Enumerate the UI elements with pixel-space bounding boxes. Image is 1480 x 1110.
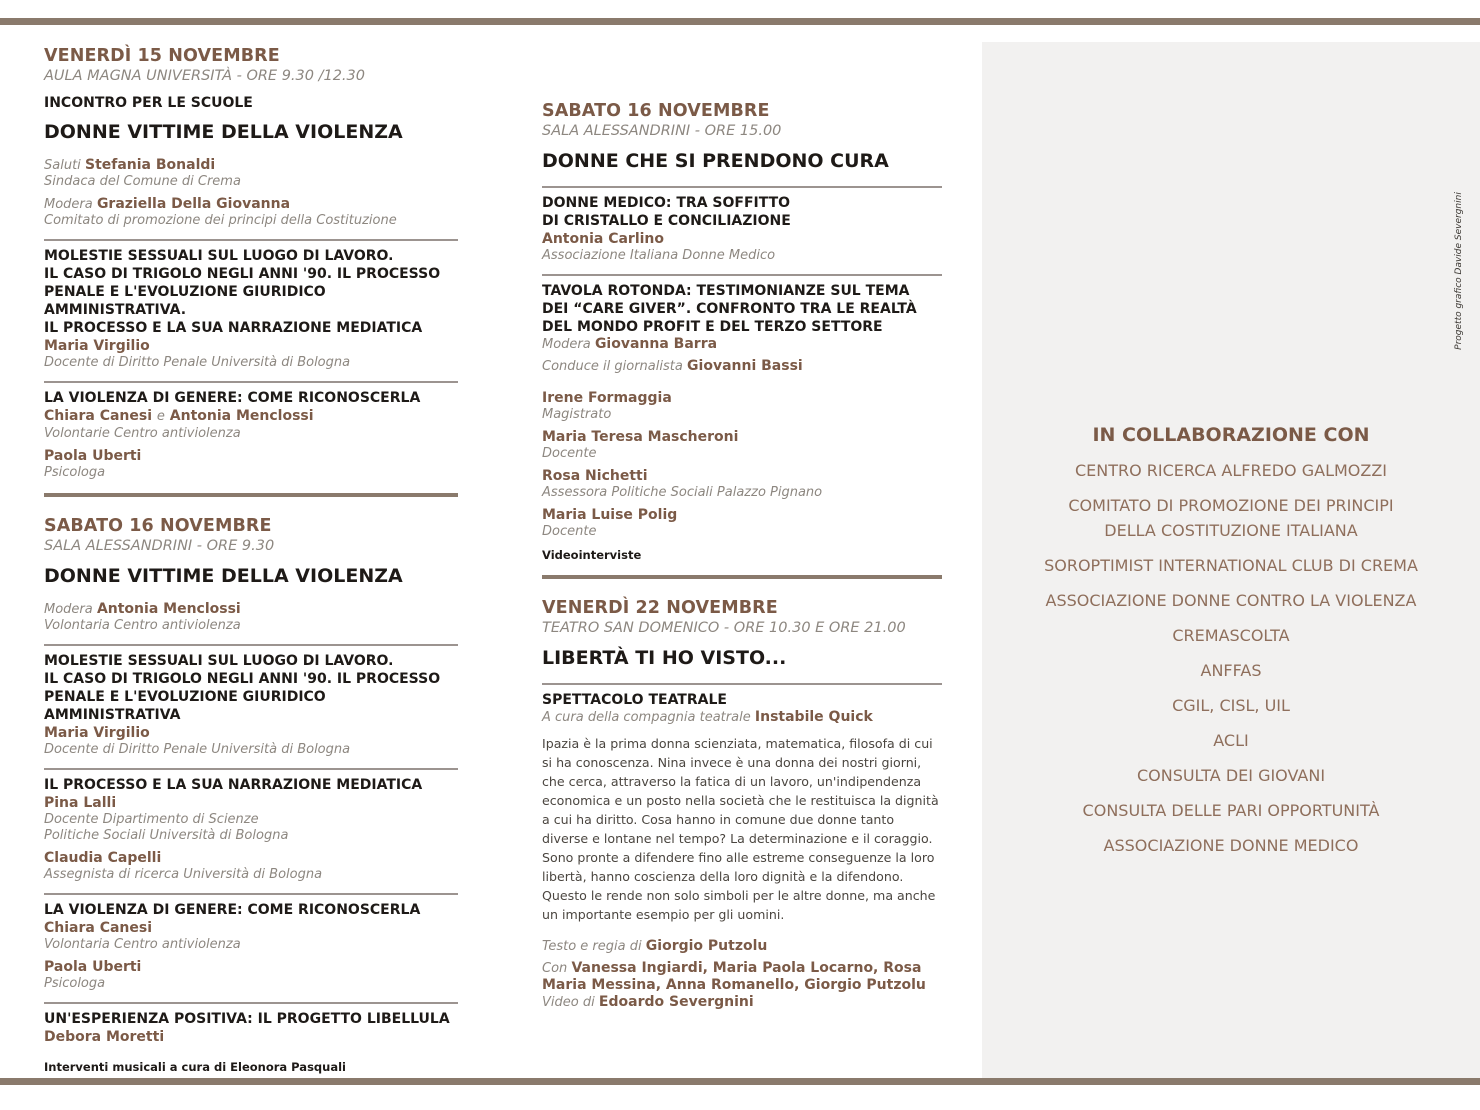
middle-column <box>542 101 942 1011</box>
role-label: Saluti <box>44 158 81 173</box>
partner-item: COMITATO DI PROMOZIONE DEI PRINCIPI DELLA COSTITUZIONE ITALIANA <box>1068 496 1394 540</box>
video-interviews-note: Videointerviste <box>542 548 642 562</box>
collaboration-list <box>982 420 1480 868</box>
speaker-affiliation: Associazione Italiana Donne Medico <box>542 248 776 263</box>
speaker-name: Antonia Carlino <box>542 231 665 247</box>
panelist-affiliation: Docente <box>542 446 597 461</box>
panelist-name: Rosa Nichetti <box>542 468 648 484</box>
divider <box>44 381 458 383</box>
speaker-affiliation: Volontarie Centro antiviolenza <box>44 426 241 441</box>
speaker-name: Chiara Canesi <box>44 408 153 424</box>
panelist-name: Irene Formaggia <box>542 390 672 406</box>
speaker-name: Claudia Capelli <box>44 850 162 866</box>
event-kicker: INCONTRO PER LE SCUOLE <box>44 95 253 111</box>
speaker-name: Paola Uberti <box>44 448 142 464</box>
speaker-affiliation: Docente di Diritto Penale Università di Bologna <box>44 742 351 757</box>
credit-name: Giorgio Putzolu <box>645 938 768 954</box>
company-name: Instabile Quick <box>754 709 873 725</box>
event-date: VENERDÌ 15 NOVEMBRE <box>44 46 280 66</box>
talk-title-line: IL PROCESSO E LA SUA NARRAZIONE MEDIATICA <box>44 320 423 336</box>
event-title: LIBERTÀ TI HO VISTO... <box>542 647 787 669</box>
role-label: Modera <box>44 197 93 212</box>
panelist-affiliation: Assessora Politiche Sociali Palazzo Pignano <box>542 485 823 500</box>
talk-title <box>44 652 458 724</box>
company-line <box>542 709 942 726</box>
speaker-affiliation: Docente Dipartimento di Scienze <box>44 812 259 827</box>
role-label: Testo e regia di <box>542 939 642 954</box>
divider <box>542 683 942 685</box>
talk-title-line: DEI “CARE GIVER”. CONFRONTO TRA LE REALTÀ <box>542 301 917 317</box>
credit-text: Progetto grafico Davide Severgnini <box>1454 192 1464 350</box>
role-label: Modera <box>44 602 93 617</box>
role-label: Video di <box>542 995 595 1010</box>
partners-list <box>982 458 1480 858</box>
event-place: SALA ALESSANDRINI - ORE 9.30 <box>44 538 275 554</box>
cast-credit-continued <box>542 977 942 994</box>
credit-name: Maria Messina, Anna Romanello, Giorgio Putzolu <box>542 977 926 993</box>
section-divider <box>44 493 458 497</box>
speaker-affiliation: Psicologa <box>44 976 106 991</box>
partner-item: CGIL, CISL, UIL <box>1172 696 1290 715</box>
music-note: Interventi musicali a cura di Eleonora Pasquali <box>44 1060 346 1074</box>
event-date: SABATO 16 NOVEMBRE <box>542 101 770 121</box>
talk-title <box>542 282 942 336</box>
divider <box>44 768 458 770</box>
event-sabato-16-morning <box>44 516 458 1075</box>
event-date: SABATO 16 NOVEMBRE <box>44 516 272 536</box>
talk-title <box>44 247 458 337</box>
divider <box>44 893 458 895</box>
speaker-affiliation: Sindaca del Comune di Crema <box>44 174 241 189</box>
credit-name: Vanessa Ingiardi, Maria Paola Locarno, Rosa <box>571 960 922 976</box>
speaker-name: Paola Uberti <box>44 959 142 975</box>
panelist-name: Maria Luise Polig <box>542 507 678 523</box>
talk-title-line: DONNE MEDICO: TRA SOFFITTO <box>542 195 791 211</box>
host-line <box>542 358 942 375</box>
speaker-name: Antonia Menclossi <box>169 408 314 424</box>
event-place: SALA ALESSANDRINI - ORE 15.00 <box>542 123 782 139</box>
talk-title-line: IL CASO DI TRIGOLO NEGLI ANNI '90. IL PROCESSO <box>44 671 441 687</box>
talk-title: UN'ESPERIENZA POSITIVA: IL PROGETTO LIBELLULA <box>44 1011 450 1027</box>
talk-title-line: PENALE E L'EVOLUZIONE GIURIDICO AMMINISTRATIVA <box>44 689 326 723</box>
credit-name: Edoardo Severgnini <box>598 994 754 1010</box>
speaker-affiliation: Volontaria Centro antiviolenza <box>44 618 241 633</box>
moderator-line <box>44 196 458 213</box>
collaboration-title: IN COLLABORAZIONE CON <box>1092 424 1370 446</box>
talk-title: IL PROCESSO E LA SUA NARRAZIONE MEDIATICA <box>44 777 423 793</box>
talk-title-line: IL CASO DI TRIGOLO NEGLI ANNI '90. IL PROCESSO <box>44 266 441 282</box>
left-column <box>44 46 458 1075</box>
partner-item: ACLI <box>1213 731 1249 750</box>
talk-title-line: MOLESTIE SESSUALI SUL LUOGO DI LAVORO. <box>44 248 394 264</box>
talk-title-line: TAVOLA ROTONDA: TESTIMONIANZE SUL TEMA <box>542 283 910 299</box>
speaker-names <box>44 407 458 426</box>
role-label: A cura della compagnia teatrale <box>542 710 751 725</box>
talk-title: LA VIOLENZA DI GENERE: COME RICONOSCERLA <box>44 902 421 918</box>
director-credit <box>542 938 942 955</box>
section-divider <box>542 575 942 579</box>
moderator-line <box>542 336 942 353</box>
video-credit <box>542 994 942 1011</box>
show-description: Ipazia è la prima donna scienziata, matematica, filosofa di cui si ha conoscenza. Nina invece è una donna dei nostri giorni, che cerca, attraverso la fatica di un lavoro, un'indipendenza economica e un posto nella società che le restituisca la dignità a cui ha diritto. Cosa hanno in comune due donne tanto diverse e lontane nel tempo? La determinazione e il coraggio. Sono pronte a difendere fino alle estreme conseguenze la loro libertà, hanno coscienza della loro dignità e la difendono. Questo le rende non solo simboli per le altre donne, ma anche un importante esempio per gli uomini. <box>542 736 939 922</box>
greeting-line <box>44 157 458 174</box>
speaker-name: Pina Lalli <box>44 795 117 811</box>
speaker-affiliation: Comitato di promozione dei principi della Costituzione <box>44 213 397 228</box>
speaker-name: Giovanni Bassi <box>687 358 803 374</box>
panelist-affiliation: Docente <box>542 524 597 539</box>
show-title: SPETTACOLO TEATRALE <box>542 692 727 708</box>
divider <box>44 239 458 241</box>
partner-item: ASSOCIAZIONE DONNE MEDICO <box>1103 836 1359 855</box>
event-title: DONNE VITTIME DELLA VIOLENZA <box>44 121 403 143</box>
divider <box>44 644 458 646</box>
talk-title-line: MOLESTIE SESSUALI SUL LUOGO DI LAVORO. <box>44 653 394 669</box>
panelist-affiliation: Magistrato <box>542 407 612 422</box>
speaker-name: Giovanna Barra <box>594 336 718 352</box>
event-place: TEATRO SAN DOMENICO - ORE 10.30 E ORE 21.00 <box>542 620 906 636</box>
divider <box>44 1002 458 1004</box>
speaker-name: Maria Virgilio <box>44 338 150 354</box>
talk-title: LA VIOLENZA DI GENERE: COME RICONOSCERLA <box>44 390 421 406</box>
speaker-affiliation: Docente di Diritto Penale Università di Bologna <box>44 355 351 370</box>
speaker-name: Debora Moretti <box>44 1029 165 1045</box>
speaker-name: Chiara Canesi <box>44 920 153 936</box>
divider <box>542 274 942 276</box>
talk-title-line: PENALE E L'EVOLUZIONE GIURIDICO AMMINISTRATIVA. <box>44 284 326 318</box>
divider <box>542 186 942 188</box>
partner-item: CONSULTA DEI GIOVANI <box>1136 766 1326 785</box>
partner-item: ASSOCIAZIONE DONNE CONTRO LA VIOLENZA <box>1045 591 1417 610</box>
bottom-border-rule <box>0 1078 1480 1085</box>
speaker-affiliation: Psicologa <box>44 465 106 480</box>
event-date: VENERDÌ 22 NOVEMBRE <box>542 598 778 618</box>
speaker-affiliation: Assegnista di ricerca Università di Bologna <box>44 867 323 882</box>
role-label: Con <box>542 961 568 976</box>
speaker-affiliation: Politiche Sociali Università di Bologna <box>44 828 289 843</box>
event-venerdi-22 <box>542 598 942 1011</box>
event-venerdi-15 <box>44 46 458 481</box>
speaker-name: Maria Virgilio <box>44 725 150 741</box>
partner-item: SOROPTIMIST INTERNATIONAL CLUB DI CREMA <box>1044 556 1418 575</box>
talk-title <box>542 194 942 230</box>
top-border-rule <box>0 18 1480 25</box>
partner-item: CENTRO RICERCA ALFREDO GALMOZZI <box>1074 461 1388 480</box>
role-label: Conduce il giornalista <box>542 359 683 374</box>
event-title: DONNE CHE SI PRENDONO CURA <box>542 150 889 172</box>
partner-item: ANFFAS <box>1200 661 1262 680</box>
graphic-design-credit <box>1450 186 1468 356</box>
event-sabato-16-afternoon <box>542 101 942 563</box>
partner-item: CONSULTA DELLE PARI OPPORTUNITÀ <box>1082 801 1380 820</box>
panelist-name: Maria Teresa Mascheroni <box>542 429 739 445</box>
talk-title-line: DEL MONDO PROFIT E DEL TERZO SETTORE <box>542 319 883 335</box>
speaker-name: Stefania Bonaldi <box>84 157 216 173</box>
partner-item: CREMASCOLTA <box>1172 626 1290 645</box>
role-label: Modera <box>542 337 591 352</box>
conjunction: e <box>156 409 165 424</box>
talk-title-line: DI CRISTALLO E CONCILIAZIONE <box>542 213 791 229</box>
speaker-name: Graziella Della Giovanna <box>96 196 291 212</box>
speaker-name: Antonia Menclossi <box>96 601 241 617</box>
moderator-line <box>44 601 458 618</box>
event-place: AULA MAGNA UNIVERSITÀ - ORE 9.30 /12.30 <box>44 68 365 84</box>
event-title: DONNE VITTIME DELLA VIOLENZA <box>44 565 403 587</box>
speaker-affiliation: Volontaria Centro antiviolenza <box>44 937 241 952</box>
cast-credit <box>542 960 942 977</box>
